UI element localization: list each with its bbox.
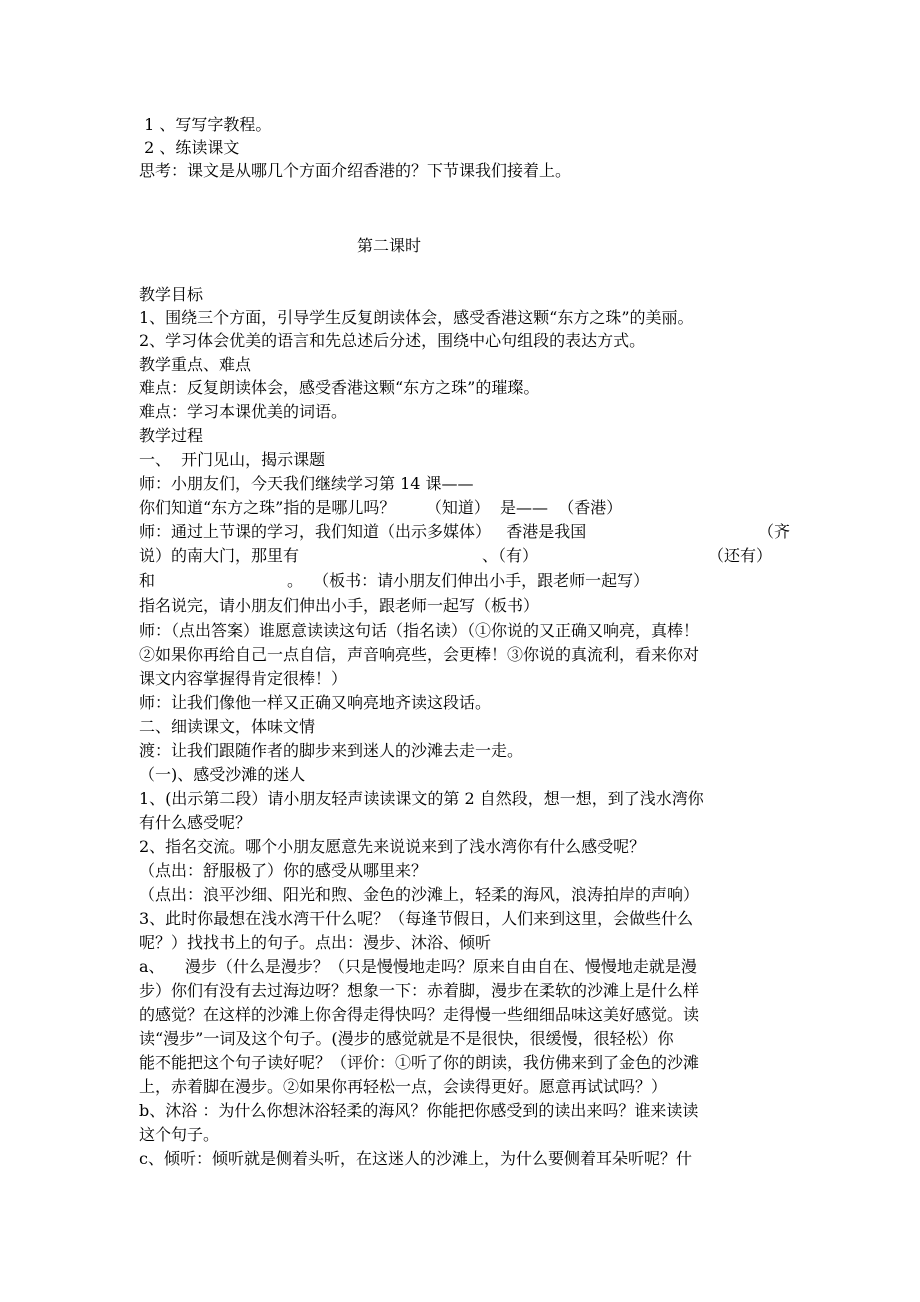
text-line: 2、学习体会优美的语言和先总述后分述，围绕中心句组段的表达方式。: [139, 331, 646, 350]
heading: 教学过程: [139, 426, 204, 445]
text-fragment: （还有）: [708, 546, 773, 565]
text-line: 这个句子。: [139, 1125, 220, 1144]
text-line: 1、围绕三个方面，引导学生反复朗读体会，感受香港这颗“东方之珠”的美丽。: [139, 308, 694, 327]
text-line: 1、(出示第二段）请小朋友轻声读读课文的第 2 自然段，想一想，到了浅水湾你: [139, 789, 704, 808]
text-fragment: 、（有）: [482, 546, 539, 565]
text-line: 说）的南大门，那里有: [139, 546, 300, 565]
text-line: 二、细读课文，体味文情: [139, 717, 316, 736]
text-line: ②如果你再给自己一点自信，声音响亮些，会更棒！③你说的真流利，看来你对: [139, 645, 700, 664]
text-line: c、倾听：倾听就是侧着头听，在这迷人的沙滩上，为什么要侧着耳朵听呢？什: [139, 1149, 692, 1168]
text-line: 难点：反复朗读体会，感受香港这颗“东方之珠”的璀璨。: [139, 378, 540, 397]
text-line: 一、 开门见山，揭示课题: [139, 450, 326, 469]
text-line: 2 、练读课文: [139, 138, 240, 157]
text-line: 的感觉？在这样的沙滩上你舍得走得快吗？走得慢一些细细品味这美好感觉。读: [139, 1005, 700, 1024]
text-line: 能不能把这个句子读好呢？（评价：①听了你的朗读，我仿佛来到了金色的沙滩: [139, 1053, 700, 1072]
text-line: 3、此时你最想在浅水湾干什么呢？（每逢节假日，人们来到这里，会做些什么: [139, 909, 694, 928]
text-line: 你们知道“东方之珠”指的是哪儿吗？ （知道） 是—— （香港）: [139, 498, 623, 517]
text-line: 上，赤着脚在漫步。②如果你再轻松一点，会读得更好。愿意再试试吗？）: [139, 1077, 668, 1096]
text-line: 2、指名交流。哪个小朋友愿意先来说说来到了浅水湾你有什么感受呢？: [139, 837, 646, 856]
text-line: b、沐浴 ：为什么你想沐浴轻柔的海风？你能把你感受到的读出来吗？谁来读读: [139, 1101, 699, 1120]
text-line: 呢？）找找书上的句子。点出：漫步、沐浴、倾听: [139, 933, 492, 952]
text-line: 师：通过上节课的学习，我们知道（出示多媒体） 香港是我国: [139, 522, 587, 541]
text-fragment: 和: [139, 571, 156, 590]
text-line: （点出：舒服极了）你的感受从哪里来？: [139, 861, 428, 880]
text-line: （一)、感受沙滩的迷人: [139, 765, 306, 784]
text-line: 有什么感受呢？: [139, 813, 252, 832]
text-line: 1 、写写字教程。: [139, 115, 272, 134]
text-line: 读“漫步”一词及这个句子。(漫步的感觉就是不是很快，很缓慢，很轻松）你: [139, 1029, 674, 1048]
text-fragment: 。 （板书：请小朋友们伸出小手，跟老师一起写）: [287, 571, 650, 590]
text-line: 指名说完，请小朋友们伸出小手，跟老师一起写（板书）: [139, 596, 540, 615]
section-title: 第二课时: [357, 236, 422, 255]
text-line: 师：（点出答案）谁愿意读读这句话（指名读）（①你说的又正确又响亮，真棒！: [139, 621, 700, 640]
text-line: a、 漫步（什么是漫步？（只是慢慢地走吗？原来自由自在、慢慢地走就是漫: [139, 957, 697, 976]
heading: 教学目标: [139, 285, 204, 304]
text-line: 课文内容掌握得肯定很棒！）: [139, 669, 348, 688]
text-fragment: （齐: [758, 522, 791, 541]
text-line: （点出：浪平沙细、阳光和煦、金色的沙滩上，轻柔的海风，浪涛拍岸的声响）: [139, 885, 700, 904]
text-line: 渡：让我们跟随作者的脚步来到迷人的沙滩去走一走。: [139, 741, 524, 760]
text-line: 难点：学习本课优美的词语。: [139, 402, 348, 421]
text-line: 师：小朋友们，今天我们继续学习第 14 课——: [139, 474, 474, 493]
text-line: 思考：课文是从哪几个方面介绍香港的？下节课我们接着上。: [139, 161, 572, 180]
text-line: 师：让我们像他一样又正确又响亮地齐读这段话。: [139, 693, 492, 712]
text-line: 步）你们有没有去过海边呀？想象一下：赤着脚，漫步在柔软的沙滩上是什么样: [139, 981, 700, 1000]
heading: 教学重点、难点: [139, 355, 252, 374]
